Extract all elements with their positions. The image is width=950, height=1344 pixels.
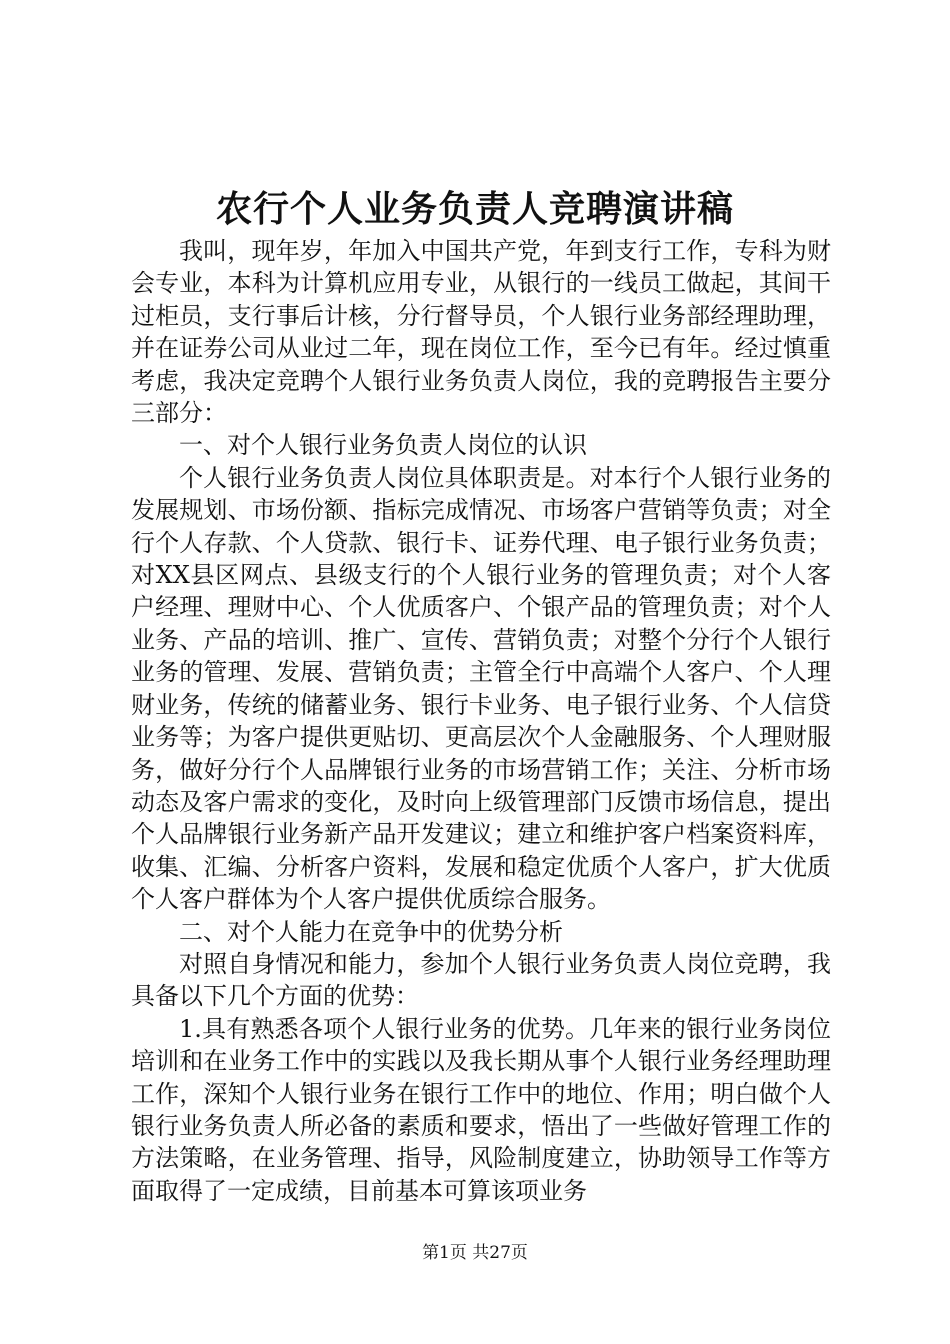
page-total: 共27页 [472, 1243, 528, 1263]
paragraph-intro: 我叫，现年岁，年加入中国共产党，年到支行工作，专科为财会专业，本科为计算机应用专业，从银行的一线员工做起，其间干过柜员，支行事后计核，分行督导员，个人银行业务部经理助理，并在证券公司从业过二年，现在岗位工作，至今已有年。经过慎重考虑，我决定竞聘个人银行业务负责人岗位，我的竞聘报告主要分三部分： [131, 237, 831, 428]
paragraph-advantages-intro: 对照自身情况和能力，参加个人银行业务负责人岗位竞聘，我具备以下几个方面的优势： [131, 949, 831, 1011]
document-title: 农行个人业务负责人竞聘演讲稿 [215, 188, 734, 230]
paragraph-advantage-1: 1.具有熟悉各项个人银行业务的优势。几年来的银行业务岗位培训和在业务工作中的实践以及我长期从事个人银行业务经理助理工作，深知个人银行业务在银行工作中的地位、作用；明白做个人银行业务负责人所必备的素质和要求，悟出了一些做好管理工作的方法策略，在业务管理、指导，风险制度建立，协助领导工作等方面取得了一定成绩，目前基本可算该项业务 [131, 1014, 831, 1205]
document-body [131, 235, 831, 1207]
section-heading-2: 二、对个人能力在竞争中的优势分析 [179, 917, 563, 946]
page-footer [0, 1241, 950, 1265]
section-heading-1: 一、对个人银行业务负责人岗位的认识 [179, 431, 587, 460]
paragraph-duties: 个人银行业务负责人岗位具体职责是。对本行个人银行业务的发展规划、市场份额、指标完成情况、市场客户营销等负责；对全行个人存款、个人贷款、银行卡、证券代理、电子银行业务负责；对XX县区网点、县级支行的个人银行业务的管理负责；对个人客户经理、理财中心、个人优质客户、个银产品的管理负责；对个人业务、产品的培训、推广、宣传、营销负责；对整个分行个人银行业务的管理、发展、营销负责；主管全行中高端个人客户、个人理财业务，传统的储蓄业务、银行卡业务、电子银行业务、个人信贷业务等；为客户提供更贴切、更高层次个人金融服务、个人理财服务，做好分行个人品牌银行业务的市场营销工作；关注、分析市场动态及客户需求的变化，及时向上级管理部门反馈市场信息，提出个人品牌银行业务新产品开发建议；建立和维护客户档案资料库，收集、汇编、分析客户资料，发展和稳定优质个人客户，扩大优质个人客户群体为个人客户提供优质综合服务。 [131, 463, 831, 914]
page-number: 第1页 [422, 1243, 467, 1263]
